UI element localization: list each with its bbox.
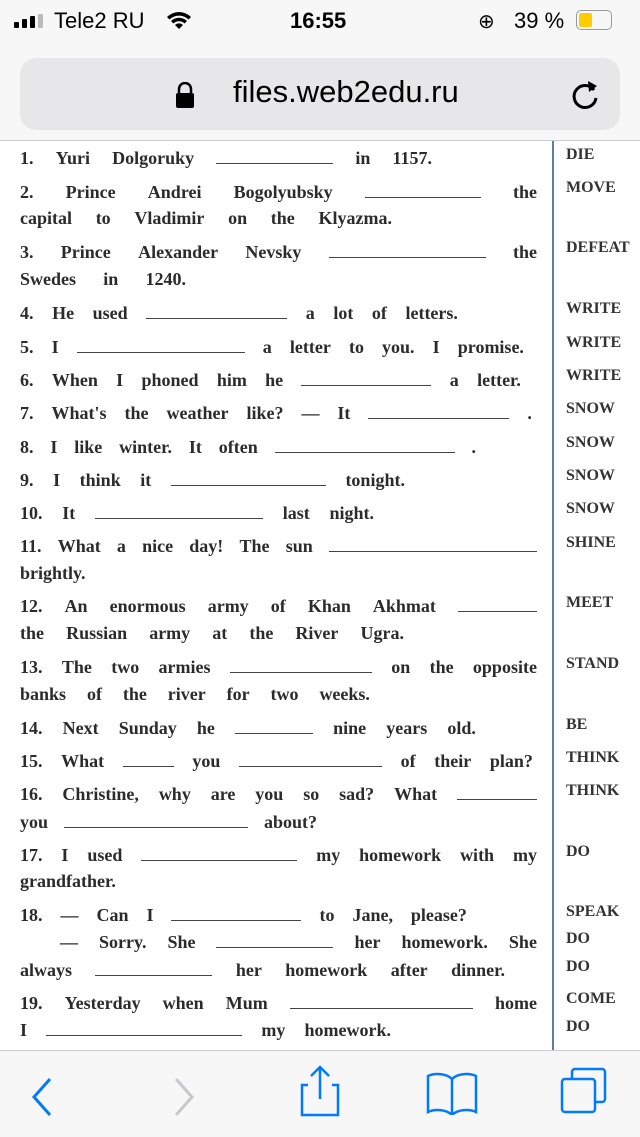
answer-blank <box>230 656 372 673</box>
exercise-line <box>20 469 405 493</box>
verb-hint: MOVE <box>566 179 616 196</box>
word: What <box>61 751 105 771</box>
word: on <box>228 208 248 228</box>
word: An <box>64 596 88 616</box>
word: to <box>95 208 111 228</box>
signal-icon <box>14 14 48 28</box>
word: homework. <box>304 1020 391 1040</box>
exercise-line <box>20 1019 391 1043</box>
answer-blank <box>365 181 481 198</box>
word: you <box>255 784 284 804</box>
word: in <box>355 148 371 168</box>
word: Andrei <box>147 182 202 202</box>
word: Klyazma. <box>318 208 392 228</box>
exercise-line <box>20 402 532 426</box>
word: a <box>305 303 315 323</box>
verb-hint: SNOW <box>566 500 615 517</box>
word: sad? <box>339 784 375 804</box>
word: Dolgoruky <box>112 148 195 168</box>
word: Sunday <box>118 718 177 738</box>
word: What <box>394 784 438 804</box>
word: I <box>116 370 124 390</box>
word: 11. <box>20 536 42 556</box>
word: armies <box>158 657 211 677</box>
address-bar[interactable] <box>20 58 620 130</box>
word: I <box>432 337 440 357</box>
word: their <box>434 751 472 771</box>
exercise-line <box>20 684 370 708</box>
exercise-line <box>20 369 521 393</box>
exercise-line <box>60 931 537 955</box>
word: Russian <box>66 623 128 643</box>
word: winter. <box>119 437 172 457</box>
word: 19. <box>20 993 43 1013</box>
word: tonight. <box>345 470 405 490</box>
exercise-line <box>20 269 186 293</box>
word: he <box>196 718 215 738</box>
word: in <box>103 269 119 289</box>
verb-hint: WRITE <box>566 334 622 351</box>
word: capital <box>20 208 72 228</box>
word: of <box>270 596 286 616</box>
word: 10. <box>20 503 43 523</box>
answer-blank <box>290 992 473 1009</box>
word: 2. <box>20 182 34 202</box>
word: What <box>57 536 101 556</box>
word: think <box>79 470 121 490</box>
word: phoned <box>141 370 199 390</box>
word: The <box>61 657 92 677</box>
word: enormous <box>109 596 186 616</box>
word: the <box>20 623 44 643</box>
word: letters. <box>405 303 458 323</box>
answer-blank <box>329 535 537 552</box>
word: Ugra. <box>360 623 404 643</box>
word: She <box>167 932 196 952</box>
word: . <box>527 403 532 423</box>
word: homework <box>359 845 442 865</box>
word: Akhmat <box>372 596 436 616</box>
word: I <box>50 437 58 457</box>
battery-percent: 39 % <box>514 8 565 33</box>
exercise-line <box>20 336 524 360</box>
verb-hint: SPEAK <box>566 903 620 920</box>
word: 17. <box>20 845 43 865</box>
exercise-line <box>20 783 537 807</box>
word: dinner. <box>451 960 505 980</box>
word: I <box>146 905 154 925</box>
word: 1. <box>20 148 34 168</box>
lock-icon <box>175 82 195 108</box>
verb-hint: COME <box>566 990 616 1007</box>
word: to <box>319 905 335 925</box>
word: letter <box>289 337 331 357</box>
word: army <box>207 596 249 616</box>
word: — <box>60 905 79 925</box>
word: I <box>61 845 69 865</box>
answer-blank <box>457 783 537 800</box>
word: he <box>265 370 284 390</box>
word: the <box>124 403 149 423</box>
answer-blank <box>77 336 245 353</box>
word: letter. <box>477 370 521 390</box>
word: What's <box>51 403 107 423</box>
word: with <box>460 845 495 865</box>
column-divider <box>552 141 554 1050</box>
word: 4. <box>20 303 34 323</box>
word: Mum <box>225 993 268 1013</box>
word: nice <box>142 536 174 556</box>
word: plan? <box>489 751 533 771</box>
word: sun <box>285 536 313 556</box>
answer-blank <box>239 750 382 767</box>
word: 6. <box>20 370 34 390</box>
word: night. <box>329 503 374 523</box>
answer-blank <box>171 904 301 921</box>
word: her <box>235 960 262 980</box>
exercise-line <box>20 844 537 868</box>
word: used <box>87 845 123 865</box>
exercise-line <box>20 181 537 205</box>
exercise-line <box>20 302 458 326</box>
word: on <box>391 657 411 677</box>
answer-blank <box>141 844 297 861</box>
answer-blank <box>46 1019 242 1036</box>
word: promise. <box>457 337 524 357</box>
verb-hint: DO <box>566 843 590 860</box>
word: 1240. <box>145 269 186 289</box>
verb-hint: WRITE <box>566 367 622 384</box>
answer-blank <box>146 302 287 319</box>
share-icon[interactable] <box>300 1065 340 1117</box>
word: River <box>295 623 339 643</box>
word: homework <box>285 960 368 980</box>
exercise-line <box>20 623 404 647</box>
word: like <box>74 437 103 457</box>
word: day! <box>189 536 224 556</box>
word: 14. <box>20 718 43 738</box>
word: I <box>20 1020 28 1040</box>
word: 7. <box>20 403 34 423</box>
word: the <box>513 182 537 202</box>
carrier: Tele2 RU <box>54 8 145 33</box>
document-page <box>0 141 640 1050</box>
answer-blank <box>301 369 431 386</box>
word: Yesterday <box>64 993 141 1013</box>
word: so <box>303 784 320 804</box>
verb-hint: DO <box>566 958 590 975</box>
clock: 16:55 <box>290 8 347 33</box>
word: nine <box>333 718 367 738</box>
word: I <box>51 337 59 357</box>
reload-icon[interactable] <box>570 78 602 112</box>
word: brightly. <box>20 563 86 583</box>
word: 12. <box>20 596 43 616</box>
word: to <box>348 337 364 357</box>
word: it <box>140 470 152 490</box>
verb-hint: DIE <box>566 146 595 163</box>
word: a <box>262 337 272 357</box>
word: It <box>62 503 76 523</box>
exercise-line <box>20 811 317 835</box>
word: Swedes <box>20 269 77 289</box>
word: Alexander <box>138 242 219 262</box>
word: Jane, <box>352 905 393 925</box>
word: a <box>449 370 459 390</box>
exercise-line <box>20 871 138 895</box>
verb-hint: STAND <box>566 655 620 672</box>
exercise-line <box>20 656 537 680</box>
word: 1157. <box>392 148 432 168</box>
back-icon[interactable] <box>30 1077 54 1117</box>
forward-icon[interactable] <box>172 1077 196 1117</box>
word: always <box>20 960 73 980</box>
word: homework. <box>401 932 488 952</box>
verb-hint: SNOW <box>566 467 615 484</box>
word: please? <box>410 905 467 925</box>
word: used <box>92 303 128 323</box>
word: 13. <box>20 657 43 677</box>
word: my <box>513 845 537 865</box>
answer-blank <box>458 595 537 612</box>
word: are <box>210 784 236 804</box>
word: of <box>400 751 416 771</box>
word: when <box>162 993 204 1013</box>
answer-blank <box>171 469 326 486</box>
verb-hint: THINK <box>566 749 620 766</box>
word: 18. <box>20 905 43 925</box>
word: banks <box>20 684 67 704</box>
verb-hint: SNOW <box>566 400 615 417</box>
exercise-line <box>20 959 505 983</box>
word: . <box>471 437 476 457</box>
word: army <box>149 623 191 643</box>
word: about? <box>263 812 317 832</box>
word: I <box>53 470 61 490</box>
word: — <box>60 932 78 952</box>
word: It <box>337 403 351 423</box>
word: Vladimir <box>134 208 205 228</box>
verb-hint: BE <box>566 716 588 733</box>
word: of <box>371 303 387 323</box>
exercise-line <box>20 208 392 232</box>
answer-blank <box>368 402 509 419</box>
exercise-line <box>20 717 476 741</box>
word: Christine, <box>62 784 139 804</box>
word: two <box>111 657 140 677</box>
word: the <box>249 623 274 643</box>
answer-blank <box>123 750 174 767</box>
battery-icon <box>576 10 612 30</box>
word: often <box>218 437 258 457</box>
exercise-line <box>20 241 537 265</box>
word: after <box>390 960 428 980</box>
word: her <box>354 932 381 952</box>
word: Prince <box>60 242 111 262</box>
word: weather <box>166 403 229 423</box>
word: Next <box>62 718 99 738</box>
word: 3. <box>20 242 34 262</box>
browser-header <box>0 40 640 141</box>
word: 9. <box>20 470 34 490</box>
exercise-line <box>20 147 432 171</box>
word: The <box>239 536 270 556</box>
verb-hint: SNOW <box>566 434 615 451</box>
word: my <box>316 845 341 865</box>
word: years <box>386 718 428 738</box>
exercise-line <box>20 750 533 774</box>
word: you. <box>382 337 415 357</box>
answer-blank <box>235 717 313 734</box>
word: Sorry. <box>98 932 147 952</box>
wifi-icon <box>166 10 192 30</box>
word: 16. <box>20 784 43 804</box>
word: grandfather. <box>20 871 116 891</box>
word: the <box>122 684 147 704</box>
verb-hint: DEFEAT <box>566 239 630 256</box>
word: home <box>494 993 537 1013</box>
orientation-lock-icon: ⊕ <box>478 11 495 33</box>
word: It <box>188 437 202 457</box>
status-bar <box>0 0 640 40</box>
exercise-line <box>20 436 476 460</box>
word: lot <box>333 303 354 323</box>
word: Nevsky <box>245 242 302 262</box>
word: my <box>261 1020 286 1040</box>
word: of <box>86 684 102 704</box>
answer-blank <box>64 811 248 828</box>
word: Khan <box>307 596 351 616</box>
answer-blank <box>216 147 333 164</box>
word: Bogolyubsky <box>233 182 333 202</box>
word: She <box>508 932 537 952</box>
verb-hint: SHINE <box>566 534 616 551</box>
word: for <box>226 684 250 704</box>
word: When <box>51 370 98 390</box>
answer-blank <box>95 502 263 519</box>
word: old. <box>447 718 476 738</box>
word: — <box>301 403 320 423</box>
word: 5. <box>20 337 34 357</box>
word: He <box>52 303 75 323</box>
word: Prince <box>65 182 116 202</box>
word: you <box>192 751 221 771</box>
browser-toolbar <box>0 1050 640 1137</box>
word: opposite <box>472 657 537 677</box>
word: why <box>158 784 191 804</box>
answer-blank <box>216 931 333 948</box>
word: Can <box>96 905 129 925</box>
word: two <box>270 684 299 704</box>
word: the <box>429 657 454 677</box>
word: like? <box>246 403 284 423</box>
exercise-line <box>20 535 537 559</box>
word: river <box>167 684 206 704</box>
verb-hint: DO <box>566 1018 590 1035</box>
word: 15. <box>20 751 43 771</box>
verb-hint: DO <box>566 930 590 947</box>
answer-blank <box>275 436 455 453</box>
verb-hint: WRITE <box>566 300 622 317</box>
exercise-line <box>20 904 467 928</box>
answer-blank <box>329 241 486 258</box>
exercise-line <box>20 502 374 526</box>
word: a <box>116 536 126 556</box>
url-text[interactable]: files.web2edu.ru <box>233 74 459 109</box>
exercise-line <box>20 595 537 619</box>
word: Yuri <box>55 148 90 168</box>
answer-blank <box>95 959 212 976</box>
word: at <box>212 623 228 643</box>
word: weeks. <box>319 684 370 704</box>
word: the <box>512 242 537 262</box>
verb-hint: THINK <box>566 782 620 799</box>
exercise-line <box>20 992 537 1016</box>
exercise-line <box>20 563 102 587</box>
word: the <box>270 208 295 228</box>
verb-hint: MEET <box>566 594 614 611</box>
bookmarks-icon[interactable] <box>426 1071 478 1115</box>
word: you <box>20 812 49 832</box>
word: 8. <box>20 437 34 457</box>
tabs-icon[interactable] <box>560 1067 608 1115</box>
word: last <box>282 503 310 523</box>
word: him <box>216 370 247 390</box>
